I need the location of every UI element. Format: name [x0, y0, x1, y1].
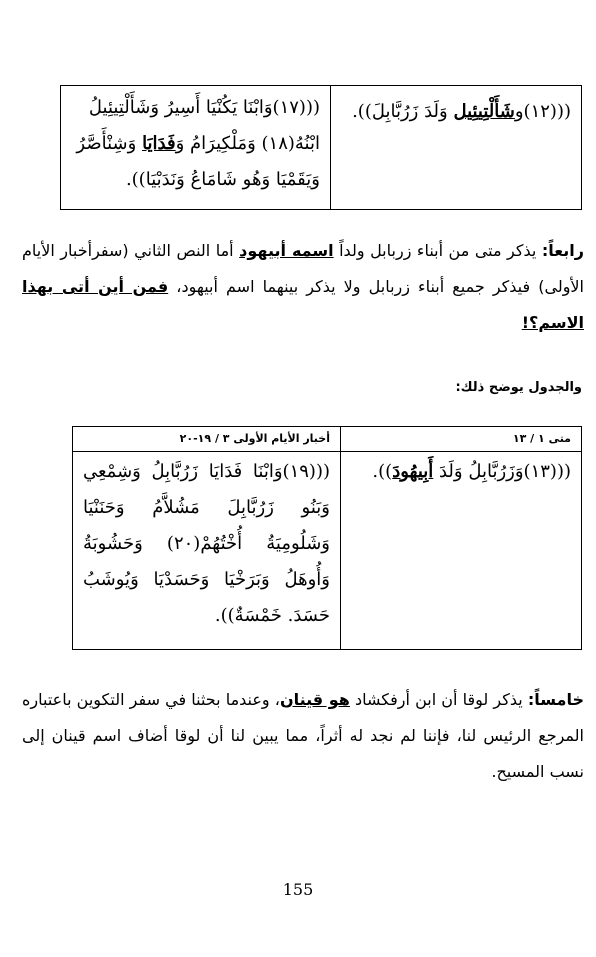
- column-header: أخبار الأيام الأولى ٣ / ١٩-٢٠: [179, 432, 330, 445]
- paragraph-highlight: اسمه أبيهود: [239, 241, 334, 260]
- verse-text: ابْنُهُ(١٨) وَمَلْكِيرَامُ وَ: [175, 133, 320, 154]
- verse-highlight: فَدَايَا: [142, 133, 176, 154]
- table2-left-cell: [73, 452, 341, 650]
- table2-header-right: [341, 427, 582, 452]
- paragraph-text: يذكر لوقا أن ابن أرفكشاد: [349, 690, 528, 709]
- verse-line: وَيَقَمْيَا وَهُو شَامَاعُ وَنَدَبْيَا)).: [125, 169, 320, 190]
- verse-text: (((١٢)و: [514, 101, 571, 122]
- paragraph-fourth: [22, 233, 584, 341]
- verse-text: )).: [372, 461, 393, 482]
- verse-line: (((١٧)وَابْنَا يَكُنْيَا أَسِيرُ وَشَأَلْتِيئِيلُ: [88, 97, 320, 118]
- comparison-table-2: [72, 426, 582, 650]
- comparison-table-1: [60, 85, 582, 210]
- table2-header-left: [73, 427, 341, 452]
- verse-highlight: أَبِيهُودَ: [392, 461, 434, 482]
- paragraph-text: يذكر متى من أبناء زربابل ولداً: [333, 241, 542, 260]
- table2-right-cell: [341, 452, 582, 650]
- table-intro: والجدول يوضح ذلك:: [455, 380, 582, 395]
- table1-left-cell: [61, 86, 331, 210]
- page-number: 155: [282, 880, 314, 899]
- column-header: متى ١ / ١٣: [512, 432, 571, 445]
- paragraph-text: أما النص الثاني (سفرأخبار الأيام الأولى) فيذكر جميع أبناء زربابل ولا يذكر بينهما اسم أبيهود،: [22, 241, 584, 296]
- paragraph-question: فمن أين أتى بهذا الاسم؟!: [22, 277, 584, 332]
- table1-right-cell: [331, 86, 582, 210]
- paragraph-fifth: [22, 682, 584, 790]
- verse-highlight: شَأَلْتِيئِيل: [453, 101, 515, 122]
- paragraph-highlight: هو قينان: [279, 690, 350, 709]
- paragraph-lead: رابعاً:: [541, 241, 584, 260]
- verse-line: [71, 126, 320, 162]
- verse-text: وَشِنْأَصَّرُ: [76, 133, 143, 154]
- verse-text: (((١٣)وَزَرُبَّابِلُ وَلَدَ: [433, 461, 571, 482]
- verse-text: وَلَدَ زَرُبَّابِلَ)).: [352, 101, 454, 122]
- paragraph-text: ، وعندما بحثنا في سفر التكوين باعتباره المرجع الرئيس لنا، فإننا لم نجد له أثراً، مما يبين لنا أن لوقا أضاف اسم قينان إلى نسب المسيح.: [22, 690, 584, 781]
- paragraph-lead: خامساً:: [527, 690, 584, 709]
- verse-text: (((١٩)وَابْنَا فَدَايَا زَرُبَّابِلُ وَشِمْعِي وَبَنُو زَرُبَّابِلَ مَشُلاَّمُ وَحَنَنْيَا وَشَلُومِيَةُ أُخْتُهُمْ(٢٠) وَحَشُوبَةُ وَأُوهَلُ وَبَرَخْيَا وَحَسَدْيَا وَيُوشَبُ حَسَدَ. خَمْسَةٌ)).: [83, 461, 330, 626]
